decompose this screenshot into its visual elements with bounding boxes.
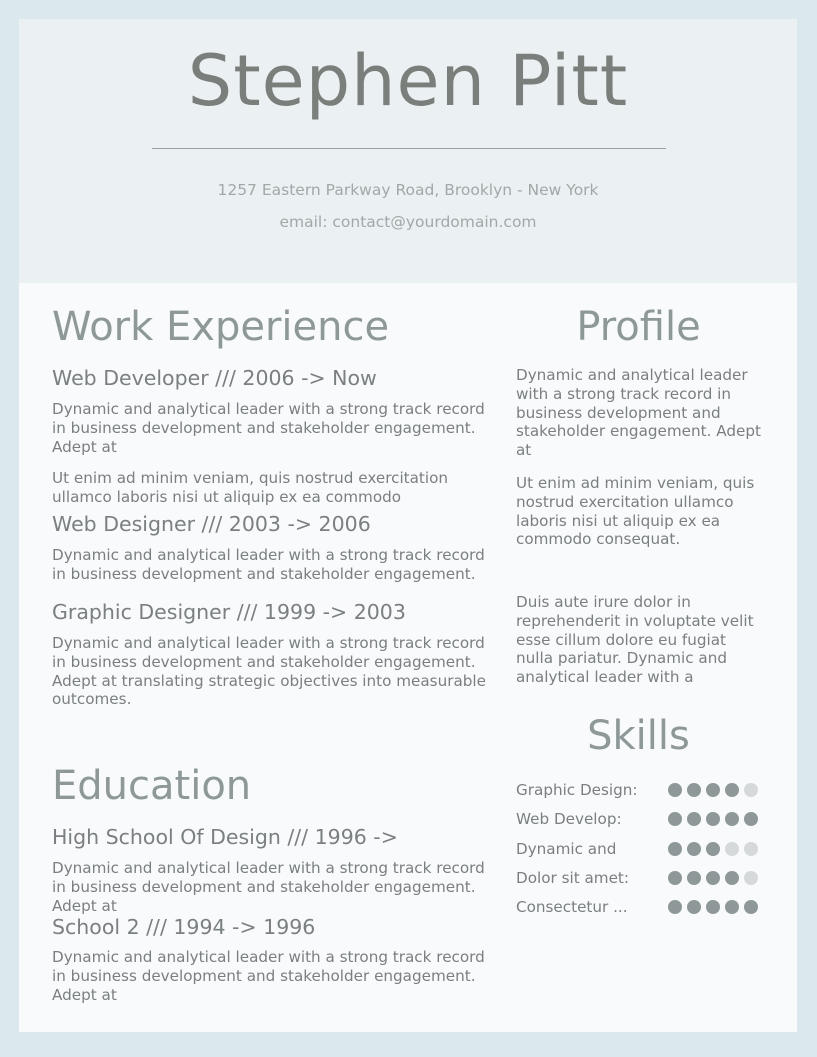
rating-dot-filled xyxy=(706,900,720,914)
skill-row xyxy=(516,868,766,888)
rating-dot-empty xyxy=(744,842,758,856)
rating-dot-empty xyxy=(744,871,758,885)
rating-dot-filled xyxy=(725,783,739,797)
school-description: Dynamic and analytical leader with a strong track record in business development and stakeholder engagement. Adept at xyxy=(52,948,485,1004)
job-heading: Web Developer /// 2006 -> Now xyxy=(52,366,377,390)
email-line: email: contact@yourdomain.com xyxy=(279,213,537,231)
job-heading: Graphic Designer /// 1999 -> 2003 xyxy=(52,600,406,624)
rating-dot-filled xyxy=(706,783,720,797)
skill-label: Web Develop: xyxy=(516,810,622,829)
rating-dot-filled xyxy=(687,871,701,885)
profile-paragraph: Dynamic and analytical leader with a strong track record in business development and stakeholder engagement. Adept at xyxy=(516,366,761,460)
job-description: Ut enim ad minim veniam, quis nostrud exercitation ullamco laboris nisi ut aliquip ex ea commodo xyxy=(52,469,449,506)
school-description: Dynamic and analytical leader with a strong track record in business development and stakeholder engagement. Adept at xyxy=(52,859,485,915)
skill-row xyxy=(516,780,766,800)
rating-dot-filled xyxy=(725,871,739,885)
rating-dot-filled xyxy=(668,900,682,914)
rating-dot-filled xyxy=(668,812,682,826)
skill-label: Dynamic and xyxy=(516,839,617,858)
rating-dot-filled xyxy=(744,812,758,826)
education-heading: Education xyxy=(52,763,252,809)
skills-heading: Skills xyxy=(587,713,690,759)
rating-dot-empty xyxy=(725,842,739,856)
rating-dot-filled xyxy=(668,783,682,797)
school-heading: School 2 /// 1994 -> 1996 xyxy=(52,915,316,939)
skill-label: Consectetur ... xyxy=(516,898,628,917)
resume-page xyxy=(19,19,797,1032)
profile-paragraph: Duis aute irure dolor in reprehenderit in voluptate velit esse cillum dolore eu fugiat nulla pariatur. Dynamic and analytical leader with a xyxy=(516,593,754,687)
skill-row xyxy=(516,839,766,859)
school-heading: High School Of Design /// 1996 -> xyxy=(52,825,398,849)
profile-paragraph: Ut enim ad minim veniam, quis nostrud exercitation ullamco laboris nisi ut aliquip ex ea commodo consequat. xyxy=(516,474,755,549)
job-description: Dynamic and analytical leader with a strong track record in business development and stakeholder engagement. Adept at xyxy=(52,400,485,456)
candidate-name: Stephen Pitt xyxy=(187,40,629,122)
rating-dot-filled xyxy=(687,812,701,826)
rating-dot-filled xyxy=(687,783,701,797)
rating-dot-filled xyxy=(744,900,758,914)
rating-dot-filled xyxy=(687,900,701,914)
job-heading: Web Designer /// 2003 -> 2006 xyxy=(52,512,371,536)
address-line: 1257 Eastern Parkway Road, Brooklyn - New York xyxy=(217,181,599,199)
job-description: Dynamic and analytical leader with a strong track record in business development and stakeholder engagement. Adept at translating strategic objectives into measurable outcomes. xyxy=(52,634,486,709)
resume-header xyxy=(19,19,797,283)
rating-dot-filled xyxy=(706,812,720,826)
skill-row xyxy=(516,897,766,917)
rating-dot-filled xyxy=(687,842,701,856)
profile-heading: Profile xyxy=(576,304,701,350)
rating-dot-filled xyxy=(725,812,739,826)
rating-dot-filled xyxy=(706,871,720,885)
skill-label: Dolor sit amet: xyxy=(516,868,630,887)
skill-label: Graphic Design: xyxy=(516,781,638,799)
work-experience-heading: Work Experience xyxy=(52,304,390,350)
rating-dot-filled xyxy=(706,842,720,856)
skill-row xyxy=(516,809,766,829)
header-divider xyxy=(152,148,666,149)
job-description: Dynamic and analytical leader with a strong track record in business development and stakeholder engagement. xyxy=(52,546,485,583)
rating-dot-filled xyxy=(668,871,682,885)
rating-dot-empty xyxy=(744,783,758,797)
rating-dot-filled xyxy=(725,900,739,914)
rating-dot-filled xyxy=(668,842,682,856)
